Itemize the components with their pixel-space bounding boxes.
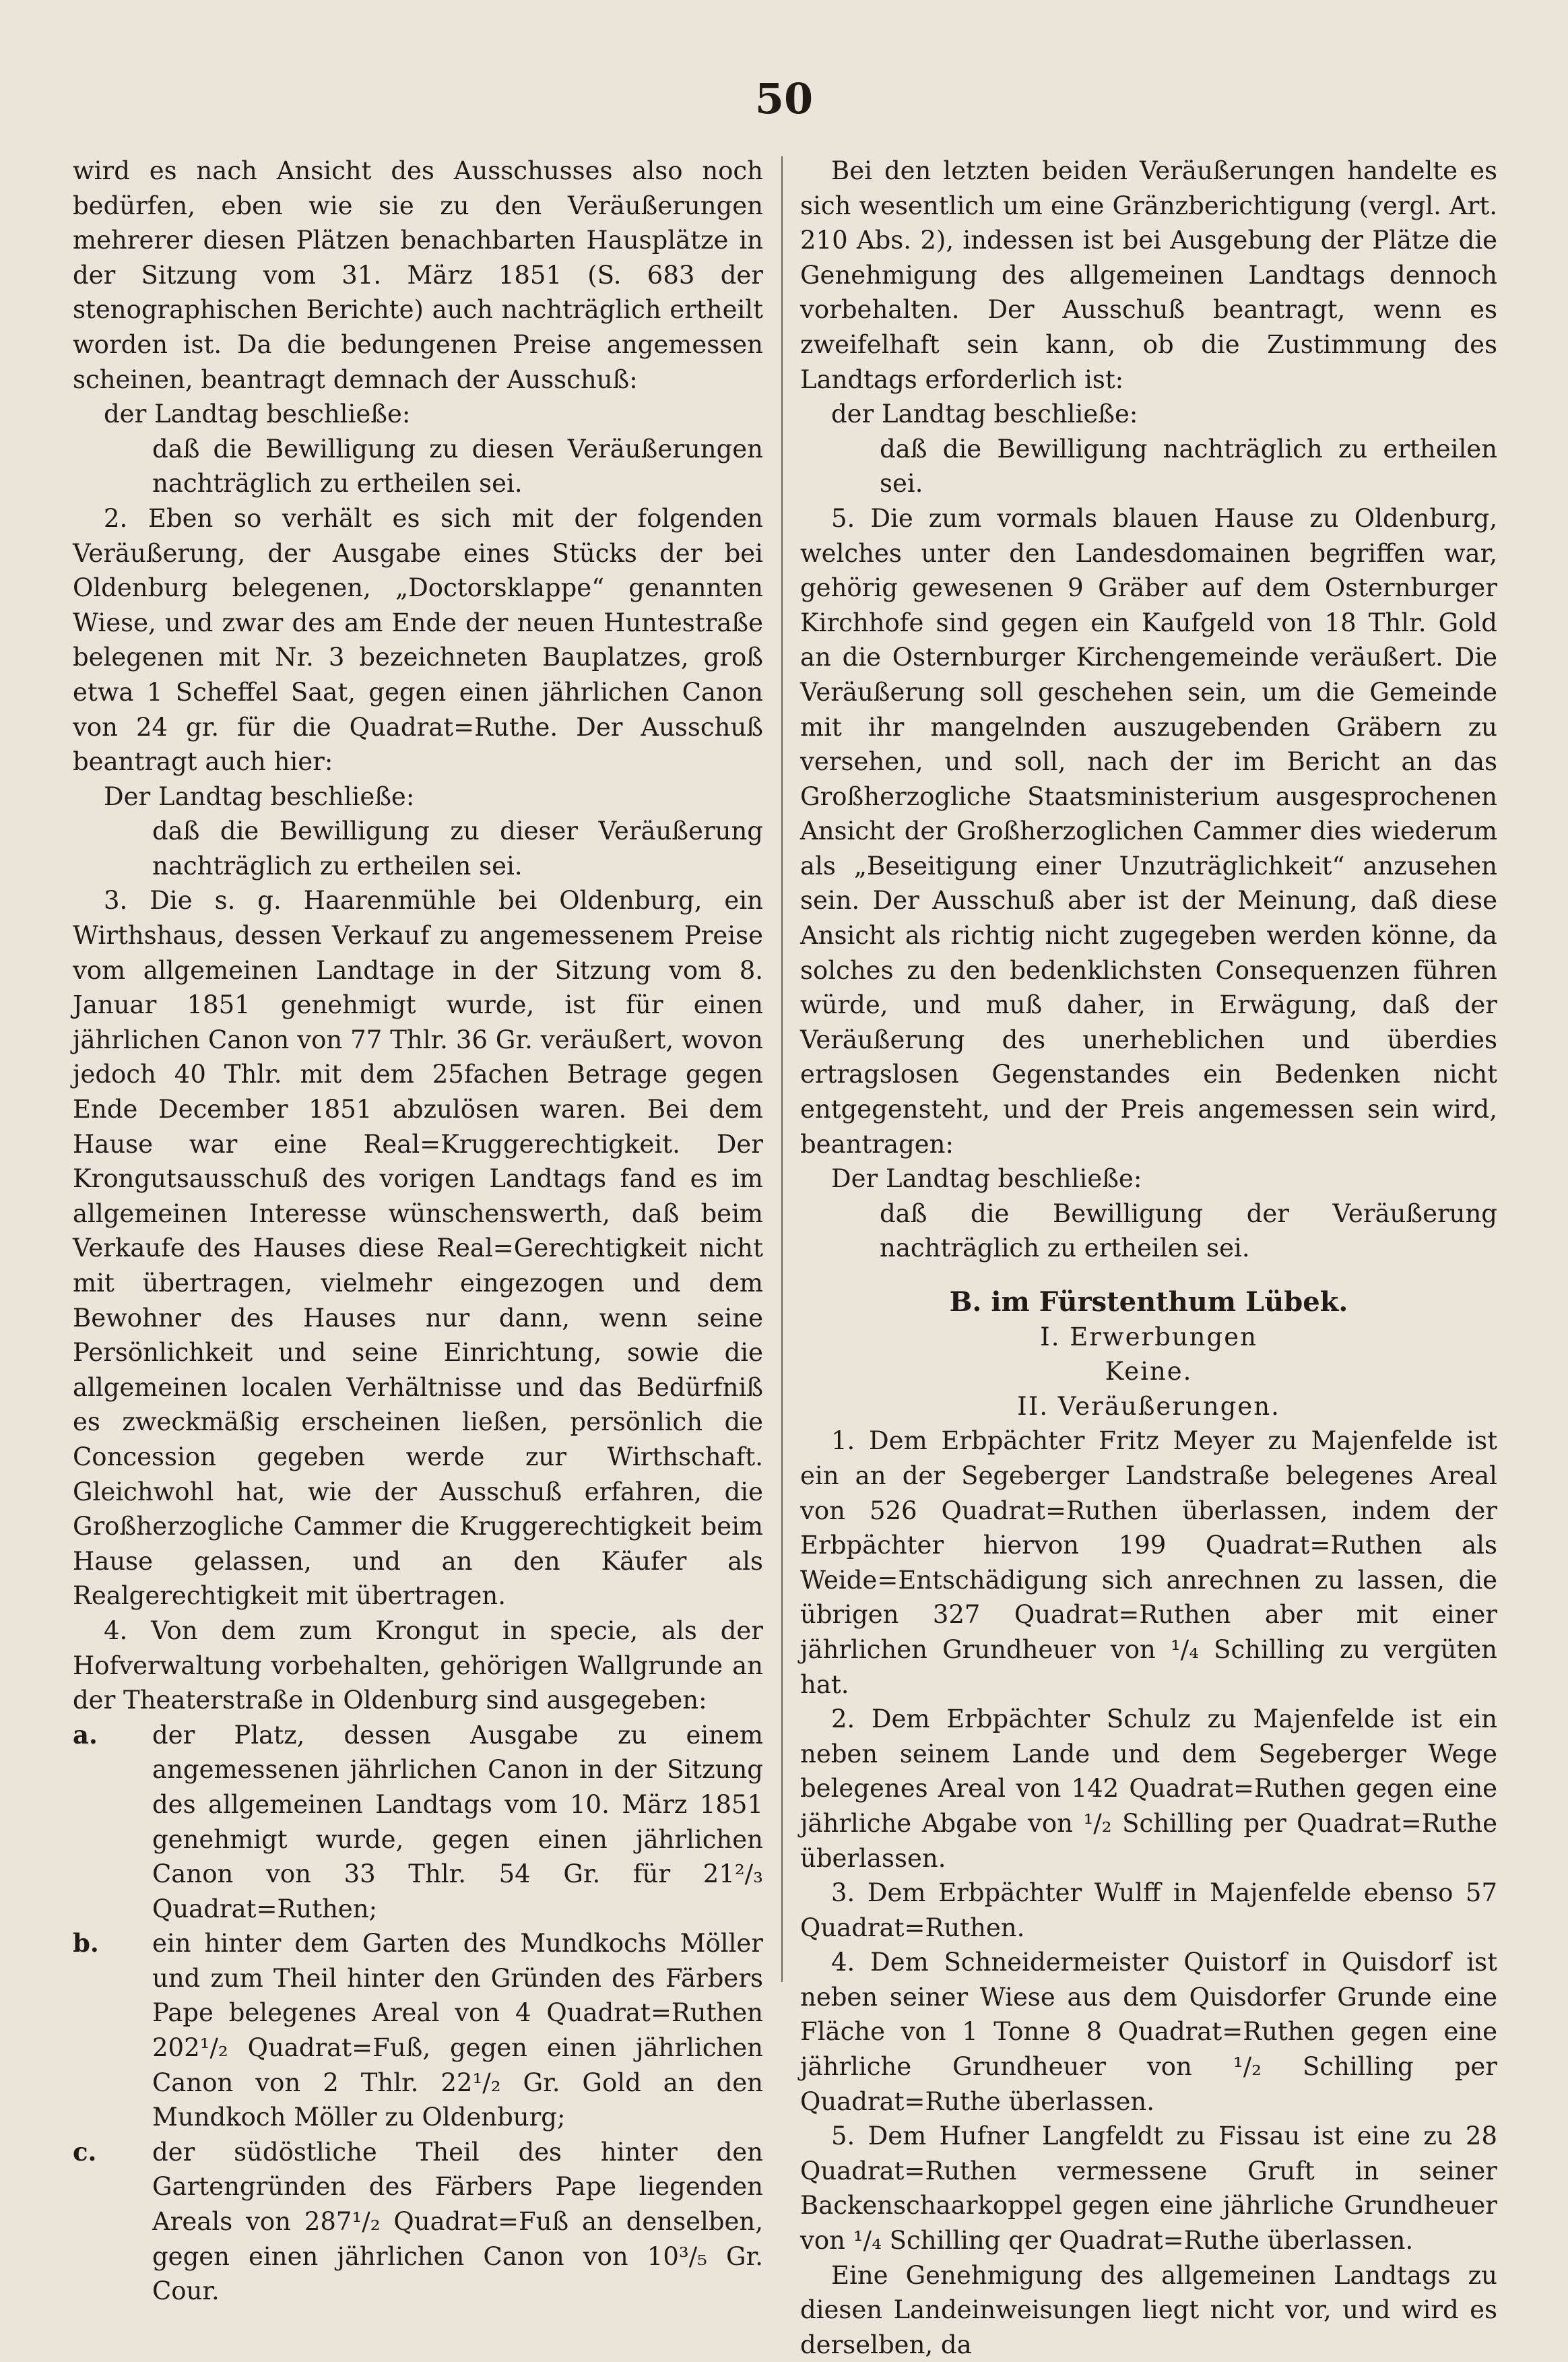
section-heading: B. im Fürstenthum Lübek. <box>949 1286 1348 1318</box>
list-item <box>73 2135 763 2309</box>
paragraph: 4. Von dem zum Krongut in specie, als der Hofverwaltung vorbehalten, gehörigen Wallgrunde an der Theaterstraße in Oldenburg sind ausgegeben: <box>73 1616 763 1715</box>
paragraph: 4. Dem Schneidermeister Quistorf in Quisdorf ist neben seiner Wiese aus dem Quisdorfer Grunde eine Fläche von 1 Tonne 8 Quadrat=Ruthen gegen eine jährliche Grundheuer von ¹/₂ Schilling per Quadrat=Ruthe überlassen. <box>800 1948 1497 2116</box>
list-marker: b. <box>73 1928 99 1958</box>
subsection-text: Keine. <box>1105 1357 1193 1386</box>
page-number: 50 <box>754 74 814 123</box>
resolution-heading: der Landtag beschließe: <box>104 400 411 429</box>
column-divider <box>781 156 783 1982</box>
paragraph: 1. Dem Erbpächter Fritz Meyer zu Majenfelde ist ein an der Segeberger Landstraße belegenes Areal von 526 Quadrat=Ruthen überlassen, indem der Erbpächter hiervon 199 Quadrat=Ruthen als Weide=Entschädigung sich anrechnen zu lassen, die übrigen 327 Quadrat=Ruthen aber mit einer jährlichen Grundheuer von ¹/₄ Schilling zu vergüten hat. <box>800 1426 1497 1699</box>
paragraph: wird es nach Ansicht des Ausschusses also noch bedürfen, eben wie sie zu den Veräußerungen mehrerer diesen Plätzen benachbarten Hausplätze in der Sitzung vom 31. März 1851 (S. 683 der stenographischen Berichte) auch nachträglich ertheilt worden ist. Da die bedungenen Preise angemessen scheinen, beantragt demnach der Ausschuß: <box>73 156 763 394</box>
list-item-text: der Platz, dessen Ausgabe zu einem angemessenen jährlichen Canon in der Sitzung des allgemeinen Landtags vom 10. März 1851 genehmigt wurde, gegen einen jährlichen Canon von 33 Thlr. 54 Gr. für 21²/₃ Quadrat=Ruthen; <box>152 1720 763 1923</box>
paragraph: 2. Eben so verhält es sich mit der folgenden Veräußerung, der Ausgabe eines Stücks der bei Oldenburg belegenen, „Doctorsklappe“ genannten Wiese, und zwar des am Ende der neuen Huntestraße belegenen mit Nr. 3 bezeichneten Bauplatzes, groß etwa 1 Scheffel Saat, gegen einen jährlichen Canon von 24 gr. für die Quadrat=Ruthe. Der Ausschuß beantragt auch hier: <box>73 503 763 777</box>
paragraph: Eine Genehmigung des allgemeinen Landtags zu diesen Landeinweisungen liegt nicht vor, und wird es derselben, da <box>800 2260 1497 2359</box>
list-marker: a. <box>73 1719 98 1750</box>
subsection-heading: I. Erwerbungen <box>1040 1322 1257 1351</box>
paragraph: 5. Die zum vormals blauen Hause zu Oldenburg, welches unter den Landesdomainen begriffen war, gehörig gewesenen 9 Gräber auf dem Osternburger Kirchhofe sind gegen ein Kaufgeld von 18 Thlr. Gold an die Osternburger Kirchengemeinde veräußert. Die Veräußerung soll geschehen sein, um die Gemeinde mit ihr mangelnden auszugebenden Gräbern zu versehen, und soll, nach der im Bericht an das Großherzogliche Staatsministerium ausgesprochenen Ansicht der Großherzoglichen Cammer dies wiederum als „Beseitigung einer Unzuträglichkeit“ anzusehen sein. Der Ausschuß aber ist der Meinung, daß diese Ansicht als richtig nicht zugegeben werden könne, da solches zu den bedenklichsten Consequenzen führen würde, und muß daher, in Erwägung, daß der Veräußerung des unerheblichen und überdies ertragslosen Gegenstandes ein Bedenken nicht entgegensteht, und der Preis angemessen sein wird, beantragen: <box>800 503 1497 1159</box>
paragraph: 3. Dem Erbpächter Wulff in Majenfelde ebenso 57 Quadrat=Ruthen. <box>800 1878 1497 1942</box>
list-item <box>73 1926 763 2135</box>
paragraph: 2. Dem Erbpächter Schulz zu Majenfelde ist ein neben seinem Lande und dem Segeberger Wege belegenes Areal von 142 Quadrat=Ruthen gegen eine jährliche Abgabe von ¹/₂ Schilling per Quadrat=Ruthe überlassen. <box>800 1704 1497 1873</box>
resolution-text: daß die Bewilligung nachträglich zu ertheilen sei. <box>880 434 1497 499</box>
resolution-text: daß die Bewilligung zu diesen Veräußerungen nachträglich zu ertheilen sei. <box>152 434 763 499</box>
list-marker: c. <box>73 2136 97 2167</box>
list-item-text: der südöstliche Theil des hinter den Gartengründen des Färbers Pape liegenden Areals von 287¹/₂ Quadrat=Fuß an denselben, gegen einen jährlichen Canon von 10³/₅ Gr. Cour. <box>152 2137 763 2306</box>
subsection-heading: II. Veräußerungen. <box>1017 1391 1280 1421</box>
list-item-text: ein hinter dem Garten des Mundkochs Möller und zum Theil hinter den Gründen des Färbers Pape belegenes Areal von 4 Quadrat=Ruthen 202¹/₂ Quadrat=Fuß, gegen einen jährlichen Canon von 2 Thlr. 22¹/₂ Gr. Gold an den Mundkoch Möller zu Oldenburg; <box>152 1929 763 2132</box>
resolution-heading: Der Landtag beschließe: <box>831 1164 1142 1194</box>
paragraph: 3. Die s. g. Haarenmühle bei Oldenburg, ein Wirthshaus, dessen Verkauf zu angemessenem Preise vom allgemeinen Landtage in der Sitzung vom 8. Januar 1851 genehmigt wurde, ist für einen jährlichen Canon von 77 Thlr. 36 Gr. veräußert, wovon jedoch 40 Thlr. mit dem 25fachen Betrage gegen Ende December 1851 abzulösen waren. Bei dem Hause war eine Real=Kruggerechtigkeit. Der Krongutsausschuß des vorigen Landtags fand es im allgemeinen Interesse wünschenswerth, daß beim Verkaufe des Hauses diese Real=Gerechtigkeit nicht mit übertragen, vielmehr eingezogen und dem Bewohner des Hauses nur dann, wenn seine Persönlichkeit und seine Einrichtung, sowie die allgemeinen localen Verhältnisse und das Bedürfniß es zweckmäßig erscheinen ließen, persönlich die Concession gegeben werde zur Wirthschaft. Gleichwohl hat, wie der Ausschuß erfahren, die Großherzogliche Cammer die Kruggerechtigkeit beim Hause gelassen, und an den Käufer als Realgerechtigkeit mit übertragen. <box>73 886 763 1611</box>
resolution-text: daß die Bewilligung der Veräußerung nachträglich zu ertheilen sei. <box>880 1199 1497 1263</box>
resolution-text: daß die Bewilligung zu dieser Veräußerung nachträglich zu ertheilen sei. <box>152 817 763 881</box>
left-column <box>73 154 763 2309</box>
resolution-heading: der Landtag beschließe: <box>831 400 1138 429</box>
resolution-heading: Der Landtag beschließe: <box>104 781 415 811</box>
right-column <box>800 154 1497 2362</box>
list-item <box>73 1718 763 1927</box>
paragraph: Bei den letzten beiden Veräußerungen handelte es sich wesentlich um eine Gränzberichtigung (vergl. Art. 210 Abs. 2), indessen ist bei Ausgebung der Plätze die Genehmigung des allgemeinen Landtags dennoch vorbehalten. Der Ausschuß beantragt, wenn es zweifelhaft sein kann, ob die Zustimmung des Landtags erforderlich ist: <box>800 156 1497 394</box>
paragraph: 5. Dem Hufner Langfeldt zu Fissau ist eine zu 28 Quadrat=Ruthen vermessene Gruft in seiner Backenschaarkoppel gegen eine jährliche Grundheuer von ¹/₄ Schilling qer Quadrat=Ruthe überlassen. <box>800 2121 1497 2256</box>
